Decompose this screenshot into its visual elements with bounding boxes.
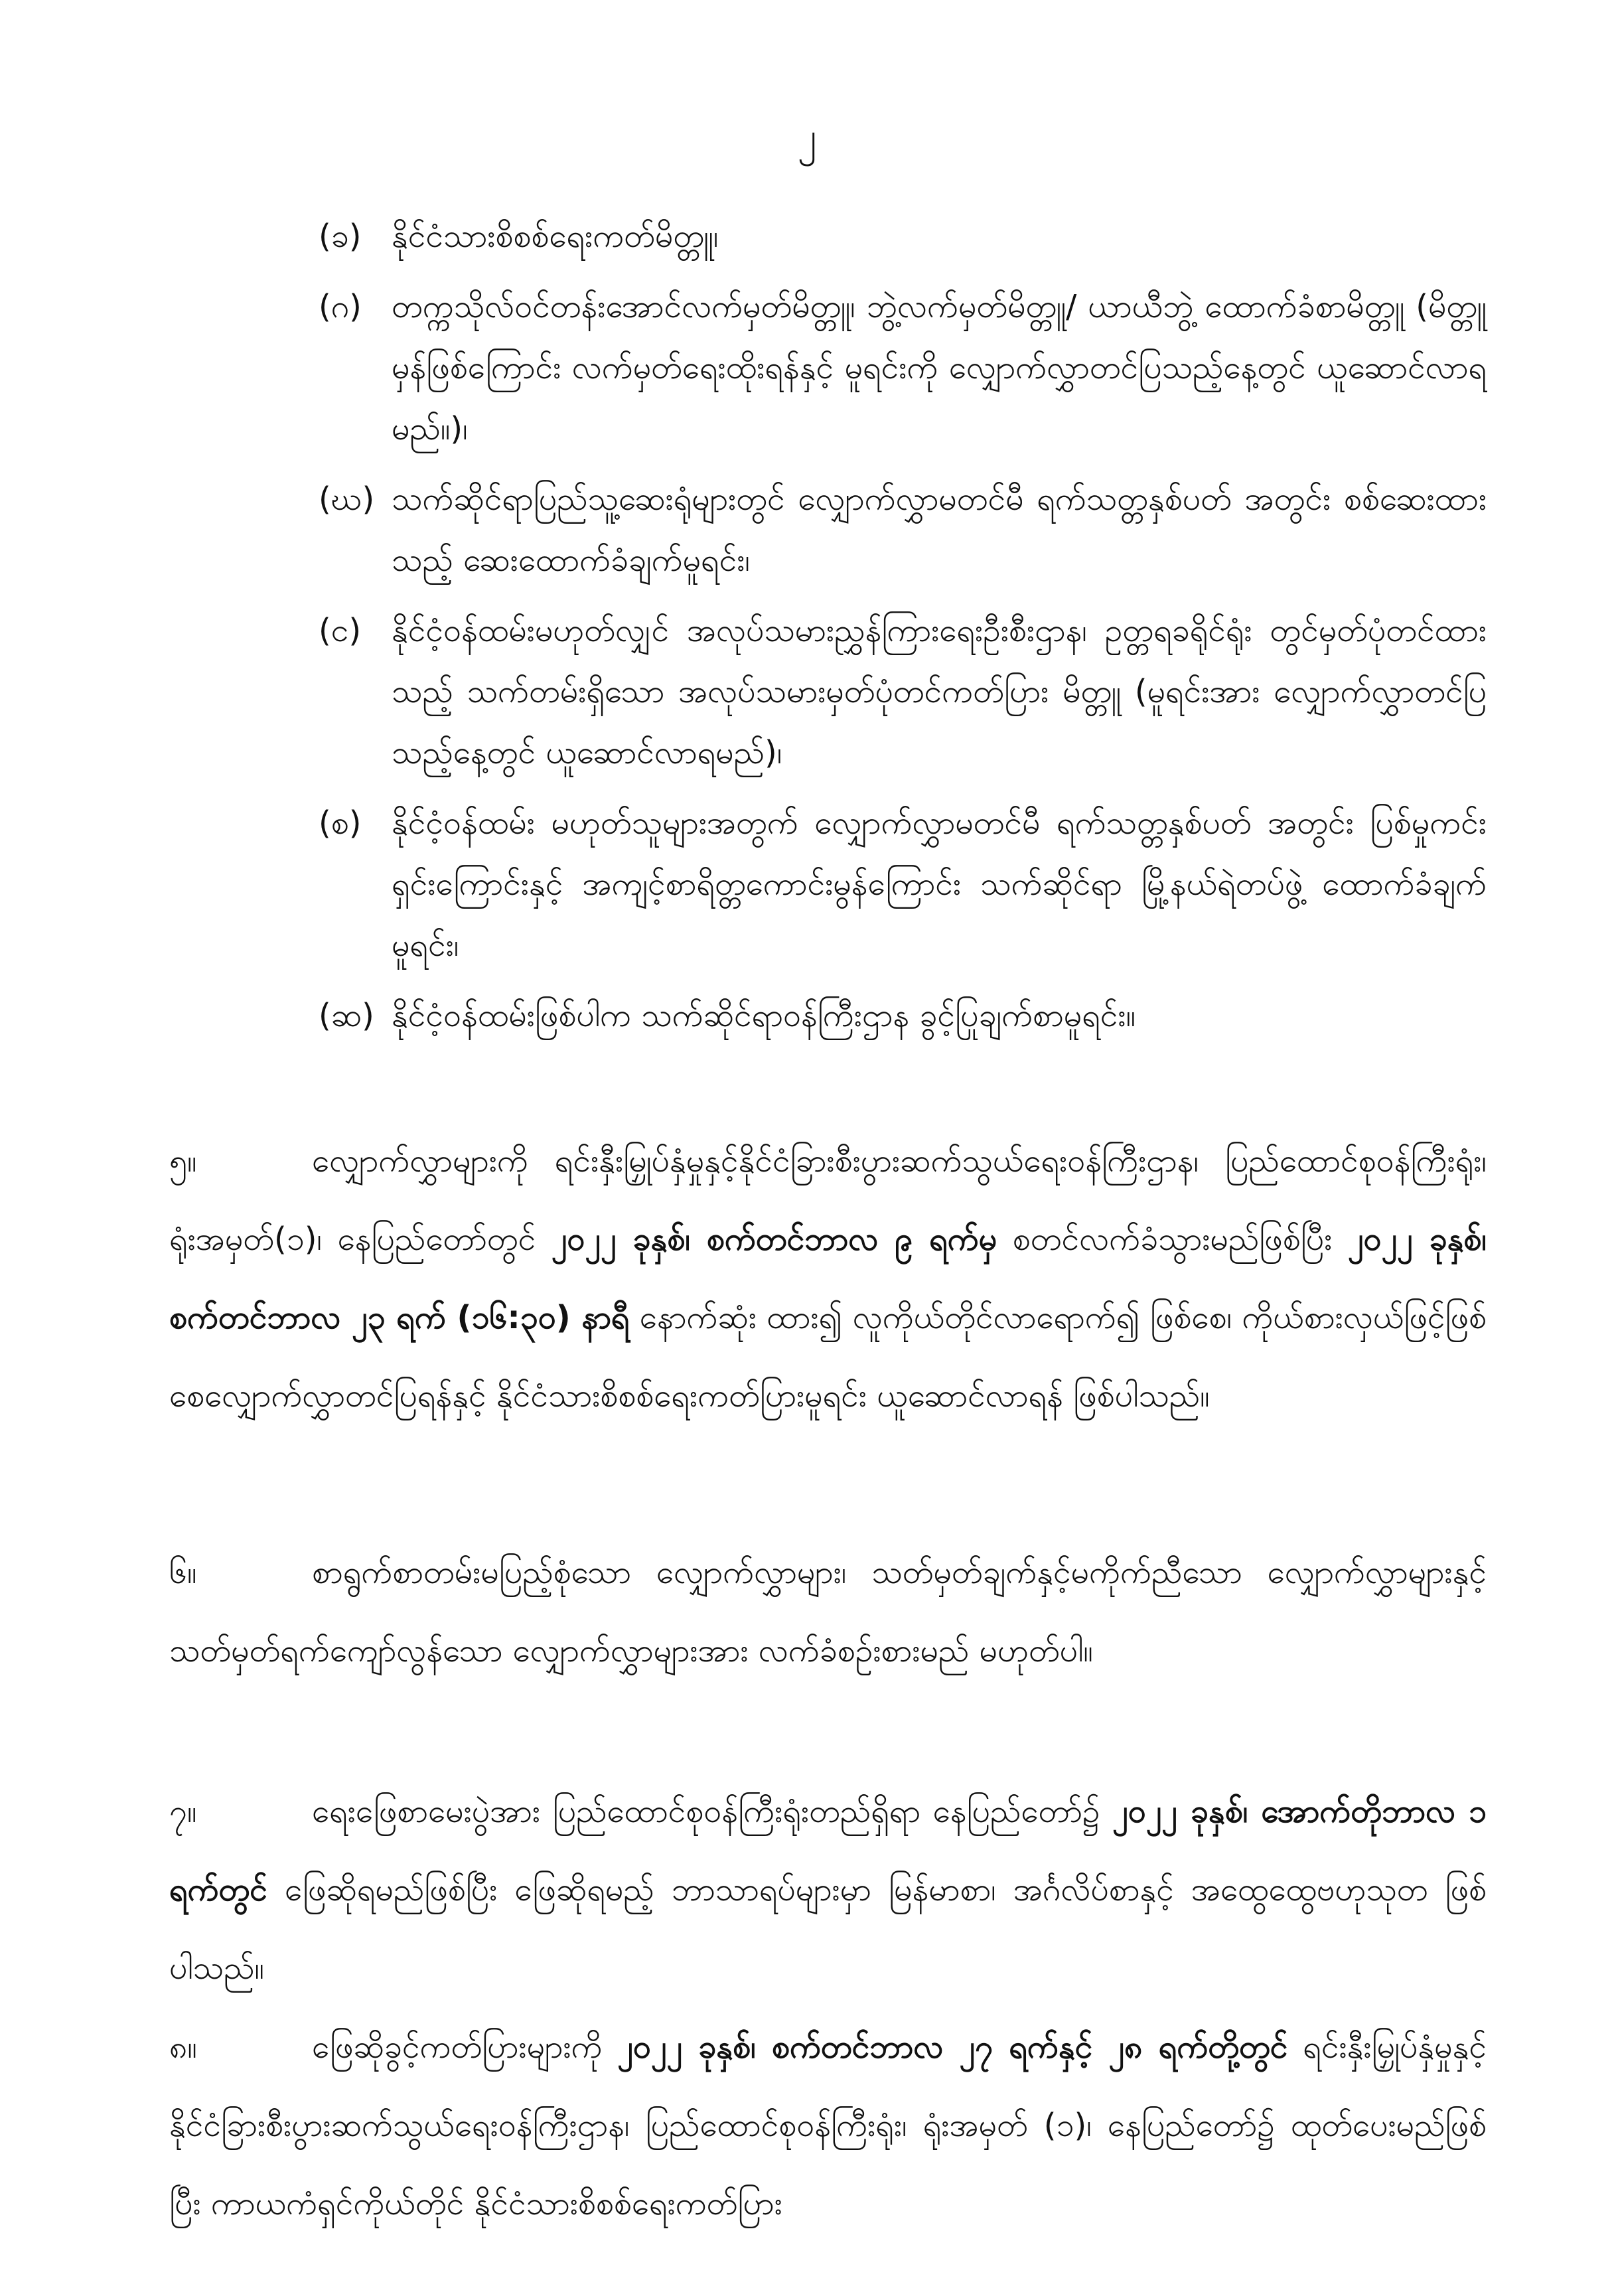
list-item-text: နိုင်ငံ့ဝန်ထမ်း မဟုတ်သူများအတွက် လျှောက်လွှာမတင်မီ ရက်သတ္တနှစ်ပတ် အတွင်း ပြစ်မှုကင်းရှင်းကြောင်းနှင့် အကျင့်စာရိတ္တကောင်းမွန်ကြောင်း သက်ဆိုင်ရာ မြို့နယ်ရဲတပ်ဖွဲ့ ထောက်ခံချက်မူရင်း၊ [392,804,1487,964]
list-item-label: (ဆ) [319,997,374,1034]
paragraph-number: ၇။ [169,1793,197,1830]
list-item-text: တက္ကသိုလ်ဝင်တန်းအောင်လက်မှတ်မိတ္တူ၊ ဘွဲ့လက်မှတ်မိတ္တူ/ ယာယီဘွဲ့ ထောက်ခံစာမိတ္တူ (မိတ္တူမှန်ဖြစ်ကြောင်း လက်မှတ်ရေးထိုးရန်နှင့် မူရင်းကို လျှောက်လွှာတင်ပြသည့်နေ့တွင် ယူဆောင်လာရမည်။)၊ [392,288,1487,447]
paragraph-text: ရင်းနှီးမြှုပ်နှံမှုနှင့်နိုင်ငံခြားစီးပွားဆက်သွယ်ရေးဝန်ကြီးဌာန၊ ပြည်ထောင်စုဝန်ကြီးရုံး၊ ရုံးအမှတ် (၁)၊ နေပြည်တော်၌ ထုတ်ပေးမည်ဖြစ်ပြီး ကာယကံရှင်ကိုယ်တိုင် နိုင်ငံသားစိစစ်ရေးကတ်ပြား [169,2028,1487,2222]
list-item-label: (ဂ) [319,288,362,325]
list-item [319,985,1487,1046]
list-item-text: နိုင်ငံ့ဝန်ထမ်းဖြစ်ပါက သက်ဆိုင်ရာဝန်ကြီးဌာန ခွင့်ပြုချက်စာမူရင်း။ [392,997,1136,1034]
page-number: ၂ [797,114,817,159]
paragraph-text: စတင်လက်ခံသွားမည်ဖြစ်ပြီး [1012,1221,1333,1258]
paragraph-number: ၅။ [169,1142,197,1180]
paragraph-text: ရေးဖြေစာမေးပွဲအား ပြည်ထောင်စုဝန်ကြီးရုံးတည်ရှိရာ နေပြည်တော်၌ [312,1793,1100,1830]
paragraph-text: ဖြေဆိုခွင့်ကတ်ပြားများကို [312,2028,603,2066]
list-item [319,469,1487,591]
list-item-label: (ခ) [319,218,362,255]
paragraph-8 [169,2008,1487,2243]
paragraph-bold-date: ၂၀၂၂ ခုနှစ်၊ စက်တင်ဘာလ ၉ ရက်မှ [551,1221,997,1258]
paragraph-5 [169,1122,1487,1435]
list-item-label: (င) [319,612,362,649]
paragraph-bold-date: ၂၀၂၂ ခုနှစ်၊ စက်တင်ဘာလ ၂၇ ရက်နှင့် ၂၈ ရက်တို့တွင် [617,2028,1288,2066]
list-item [319,793,1487,976]
paragraph-6 [169,1533,1487,1690]
paragraph-text: စာရွက်စာတမ်းမပြည့်စုံသော လျှောက်လွှာများ၊ သတ်မှတ်ချက်နှင့်မကိုက်ညီသော လျှောက်လွှာများနှင့် သတ်မှတ်ရက်ကျော်လွန်သော လျှောက်လွှာများအား လက်ခံစဉ်းစားမည် မဟုတ်ပါ။ [169,1554,1487,1669]
paragraph-text: ဖြေဆိုရမည်ဖြစ်ပြီး ဖြေဆိုရမည့် ဘာသာရပ်များမှာ မြန်မာစာ၊ အင်္ဂလိပ်စာနှင့် အထွေထွေဗဟုသုတ ဖြစ်ပါသည်။ [169,1871,1487,1987]
paragraph-bold-date: ၂၀၂၂ ခုနှစ်၊ အောက်တိုဘာလ ၁ ရက်တွင် [169,1793,1487,1908]
paragraph-number: ၆။ [169,1554,197,1591]
list-item-label: (စ) [319,804,362,842]
list-item-text: နိုင်ငံသားစိစစ်ရေးကတ်မိတ္တူ၊ [392,218,719,255]
list-item [319,276,1487,459]
requirements-list [319,206,1487,1055]
list-item [319,600,1487,783]
list-item-label: (ဃ) [319,481,375,518]
paragraph-7 [169,1772,1487,2007]
paragraph-text: လျှောက်လွှာများကို ရင်းနှီးမြှုပ်နှံမှုနှင့်နိုင်ငံခြားစီးပွားဆက်သွယ်ရေးဝန်ကြီးဌာန၊ ပြည်ထောင်စုဝန်ကြီးရုံး၊ ရုံးအမှတ်(၁)၊ နေပြည်တော်တွင် [169,1142,1487,1258]
list-item-text: နိုင်ငံ့ဝန်ထမ်းမဟုတ်လျှင် အလုပ်သမားညွှန်ကြားရေးဦးစီးဌာန၊ ဥတ္တရခရိုင်ရုံး တွင်မှတ်ပုံတင်ထားသည့် သက်တမ်းရှိသော အလုပ်သမားမှတ်ပုံတင်ကတ်ပြား မိတ္တူ (မူရင်းအား လျှောက်လွှာတင်ပြသည့်နေ့တွင် ယူဆောင်လာရမည်)၊ [392,612,1487,771]
paragraph-number: ၈။ [169,2028,197,2066]
paragraph-text: နောက်ဆုံး ထား၍ လူကိုယ်တိုင်လာရောက်၍ ဖြစ်စေ၊ ကိုယ်စားလှယ်ဖြင့်ဖြစ်စေလျှောက်လွှာတင်ပြရန်နှင့် နိုင်ငံသားစိစစ်ရေးကတ်ပြားမူရင်း ယူဆောင်လာရန် ဖြစ်ပါသည်။ [169,1299,1487,1415]
paragraph-bold-deadline: ၂၀၂၂ ခုနှစ်၊ စက်တင်ဘာလ ၂၃ ရက် (၁၆:၃၀) နာရီ [169,1221,1487,1336]
list-item [319,206,1487,267]
list-item-text: သက်ဆိုင်ရာပြည်သူ့ဆေးရုံများတွင် လျှောက်လွှာမတင်မီ ရက်သတ္တနှစ်ပတ် အတွင်း စစ်ဆေးထားသည့် ဆေးထောက်ခံချက်မူရင်း၊ [392,481,1487,579]
